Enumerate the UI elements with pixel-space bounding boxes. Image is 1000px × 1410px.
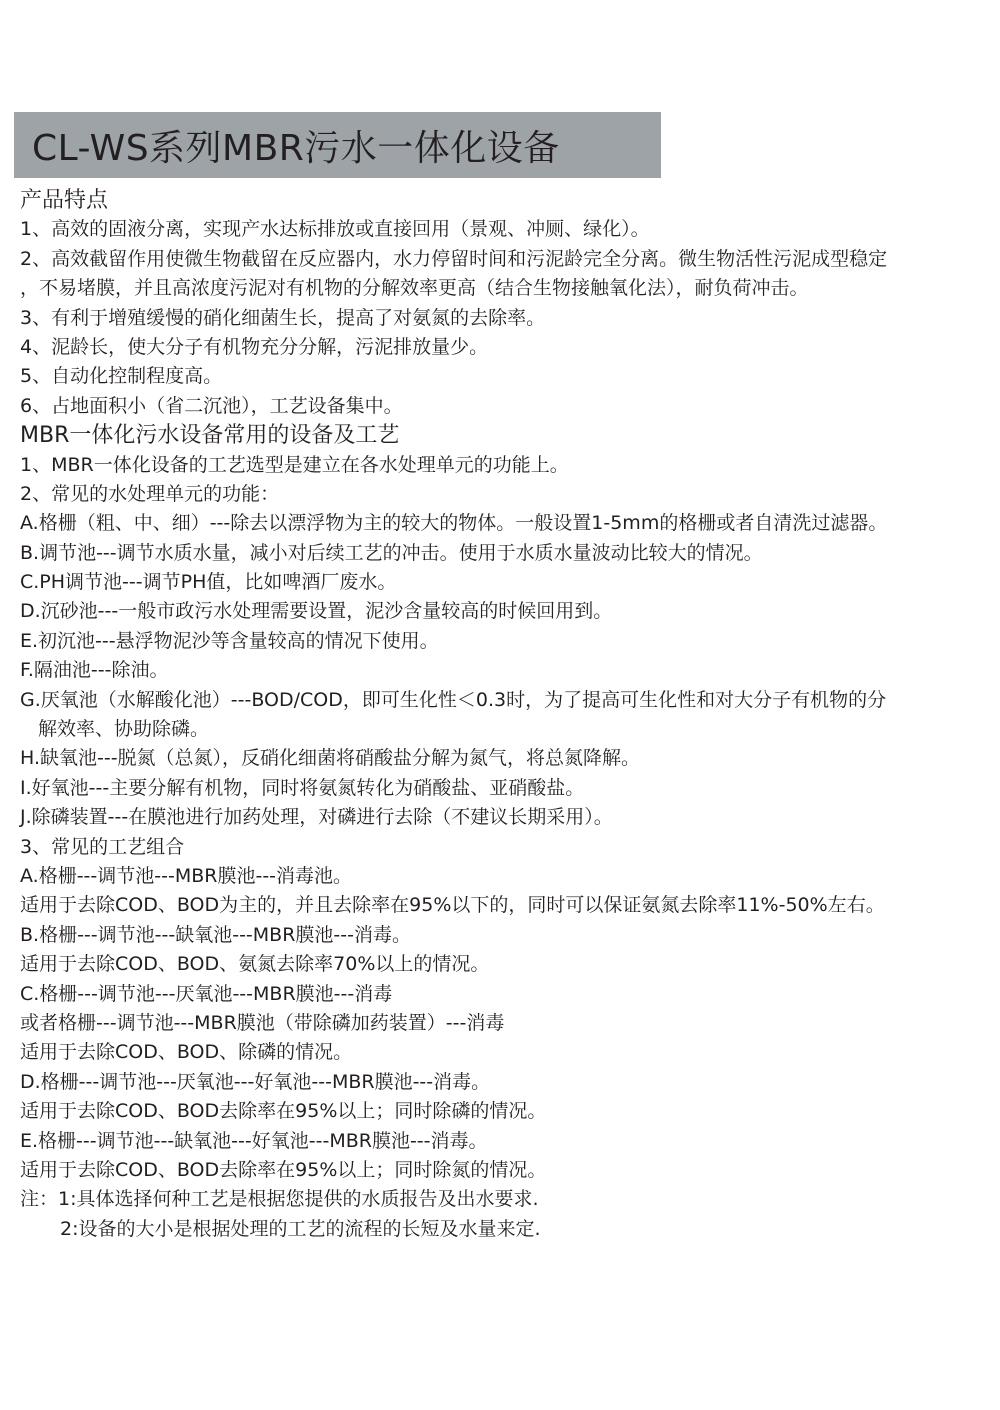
process-line: A.格栅（粗、中、细）---除去以漂浮物为主的较大的物体。一般设置1-5mm的格栅或者自清洗过滤器。 xyxy=(20,512,888,535)
process-line: B.格栅---调节池---缺氧池---MBR膜池---消毒。 xyxy=(20,923,411,946)
process-line: D.沉砂池---一般市政污水处理需要设置，泥沙含量较高的时候回用到。 xyxy=(20,600,613,623)
feature-line: 3、有利于增殖缓慢的硝化细菌生长，提高了对氨氮的去除率。 xyxy=(20,306,546,329)
feature-line: 2、高效截留作用使微生物截留在反应器内，水力停留时间和污泥龄完全分离。微生物活性污泥成型稳定 xyxy=(20,247,888,270)
process-line: C.格栅---调节池---厌氧池---MBR膜池---消毒 xyxy=(20,982,393,1005)
note-line: 注：1:具体选择何种工艺是根据您提供的水质报告及出水要求. xyxy=(20,1188,539,1211)
feature-line: 6、占地面积小（省二沉池），工艺设备集中。 xyxy=(20,394,403,417)
process-line: 适用于去除COD、BOD、除磷的情况。 xyxy=(20,1041,353,1064)
process-line: J.除磷装置---在膜池进行加药处理，对磷进行去除（不建议长期采用）。 xyxy=(20,806,613,829)
title-banner xyxy=(14,112,661,178)
process-line: E.初沉池---悬浮物泥沙等含量较高的情况下使用。 xyxy=(20,629,439,652)
process-line-continuation: 解效率、协助除磷。 xyxy=(38,718,210,741)
section-heading-process: MBR一体化污水设备常用的设备及工艺 xyxy=(20,423,400,449)
process-line: B.调节池---调节水质水量，减小对后续工艺的冲击。使用于水质水量波动比较大的情况。 xyxy=(20,541,763,564)
process-line: 2、常见的水处理单元的功能： xyxy=(20,482,280,505)
process-line: 1、MBR一体化设备的工艺选型是建立在各水处理单元的功能上。 xyxy=(20,453,569,476)
process-line: H.缺氧池---脱氮（总氮），反硝化细菌将硝酸盐分解为氮气，将总氮降解。 xyxy=(20,747,641,770)
feature-line: 5、自动化控制程度高。 xyxy=(20,365,223,388)
process-line: I.好氧池---主要分解有机物，同时将氨氮转化为硝酸盐、亚硝酸盐。 xyxy=(20,776,585,799)
process-line: G.厌氧池（水解酸化池）---BOD/COD，即可生化性＜0.3时，为了提高可生化性和对大分子有机物的分 xyxy=(20,688,887,711)
process-line: 3、常见的工艺组合 xyxy=(20,835,185,858)
feature-line: 4、泥龄长，使大分子有机物充分分解，污泥排放量少。 xyxy=(20,335,489,358)
process-line: C.PH调节池---调节PH值，比如啤酒厂废水。 xyxy=(20,571,397,594)
process-line: D.格栅---调节池---厌氧池---好氧池---MBR膜池---消毒。 xyxy=(20,1070,491,1093)
page-title: CL-WS系列MBR污水一体化设备 xyxy=(32,127,560,169)
process-line: 或者格栅---调节池---MBR膜池（带除磷加药装置）---消毒 xyxy=(20,1011,505,1034)
process-line: 适用于去除COD、BOD去除率在95%以上；同时除氮的情况。 xyxy=(20,1158,547,1181)
process-line: 适用于去除COD、BOD去除率在95%以上；同时除磷的情况。 xyxy=(20,1100,547,1123)
process-line: E.格栅---调节池---缺氧池---好氧池---MBR膜池---消毒。 xyxy=(20,1129,488,1152)
feature-line: 1、高效的固液分离，实现产水达标排放或直接回用（景观、冲厕、绿化）。 xyxy=(20,218,650,241)
process-line: F.隔油池---除油。 xyxy=(20,659,169,682)
feature-line: ，不易堵膜，并且高浓度污泥对有机物的分解效率更高（结合生物接触氧化法），耐负荷冲击。 xyxy=(20,277,809,300)
process-line: 适用于去除COD、BOD为主的，并且去除率在95%以下的，同时可以保证氨氮去除率11%-50%左右。 xyxy=(20,894,885,917)
process-line: A.格栅---调节池---MBR膜池---消毒池。 xyxy=(20,864,353,887)
section-heading-features: 产品特点 xyxy=(20,188,109,213)
process-line: 适用于去除COD、BOD、氨氮去除率70%以上的情况。 xyxy=(20,953,490,976)
note-line-continuation: 2:设备的大小是根据处理的工艺的流程的长短及水量来定. xyxy=(60,1217,541,1240)
document-body xyxy=(20,186,992,1244)
